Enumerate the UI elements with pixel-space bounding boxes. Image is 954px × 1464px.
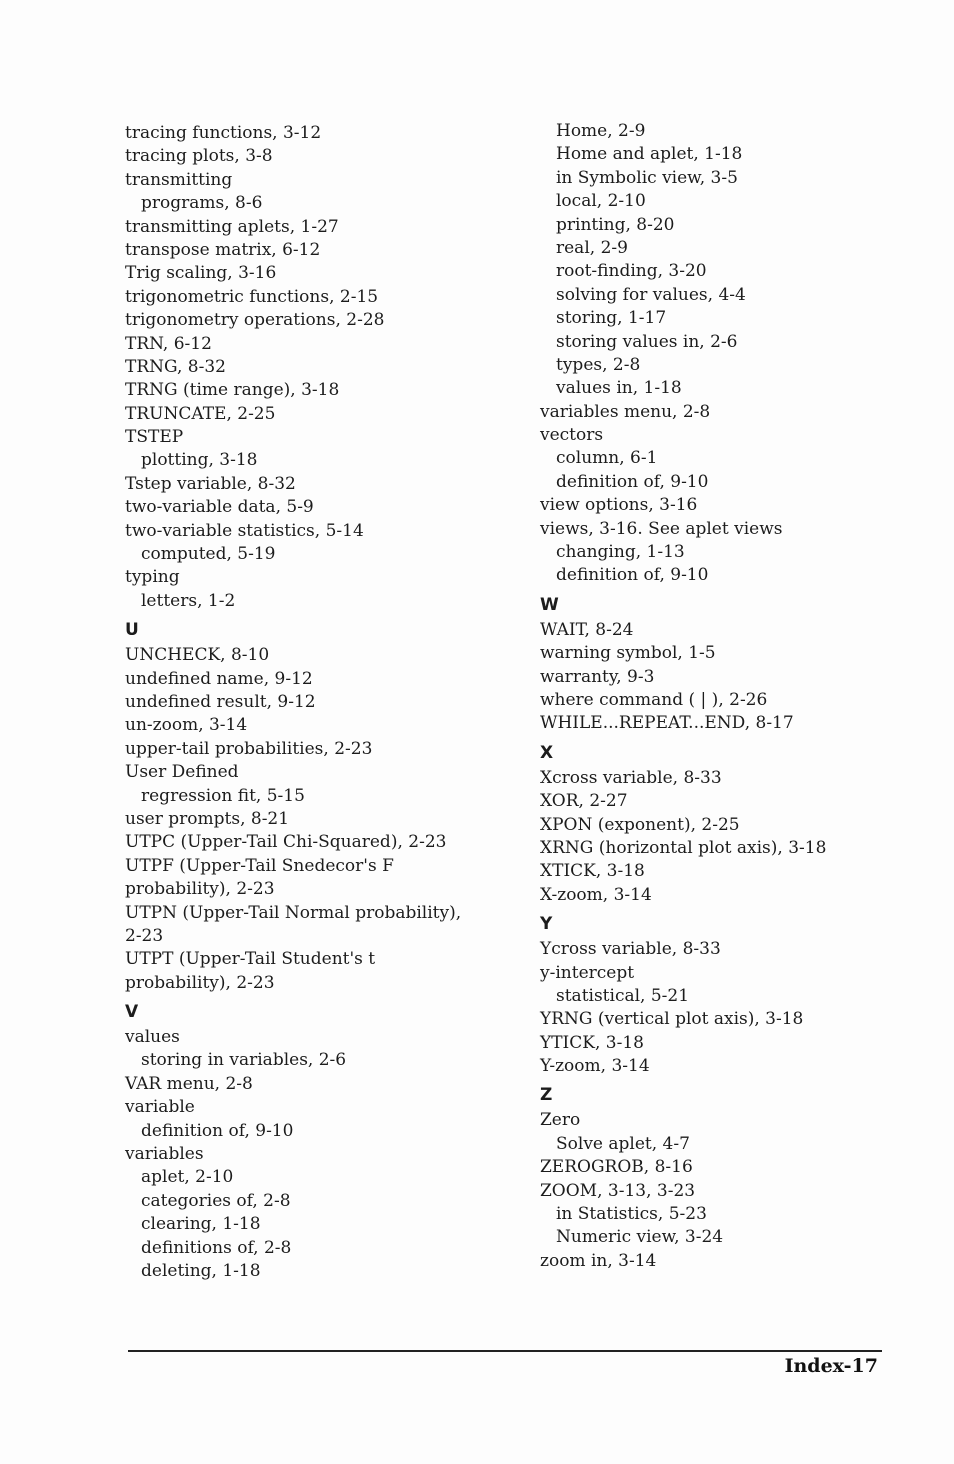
index-entry: trigonometric functions, 2-15 (125, 286, 379, 307)
index-subentry: programs, 8-6 (141, 193, 263, 214)
index-subentry: Home and aplet, 1-18 (556, 144, 743, 165)
index-entry: XTICK, 3-18 (540, 861, 645, 882)
index-entry: values (125, 1027, 180, 1048)
index-entry: probability), 2-23 (125, 879, 275, 900)
index-entry: TRUNCATE, 2-25 (125, 403, 276, 424)
index-entry: XPON (exponent), 2-25 (540, 814, 740, 835)
index-entry: Zero (540, 1110, 581, 1131)
index-entry: zoom in, 3-14 (540, 1250, 657, 1271)
index-entry: UTPT (Upper-Tail Student's t (125, 949, 376, 970)
index-subentry: storing in variables, 2-6 (141, 1050, 347, 1071)
index-entry: typing (125, 567, 180, 588)
index-entry: un-zoom, 3-14 (125, 715, 248, 736)
index-entry: tracing functions, 3-12 (125, 123, 322, 143)
index-column-left (125, 122, 485, 1283)
index-subentry: Home, 2-9 (556, 121, 646, 141)
index-entry: where command ( | ), 2-26 (540, 689, 768, 710)
index-entry: vectors (540, 425, 604, 446)
index-subentry: in Statistics, 5-23 (556, 1204, 707, 1225)
index-subentry: Numeric view, 3-24 (556, 1227, 724, 1248)
index-subentry: definition of, 9-10 (141, 1120, 294, 1141)
index-subentry: values in, 1-18 (556, 378, 682, 399)
index-subentry: column, 6-1 (556, 448, 658, 469)
index-entry: transmitting aplets, 1-27 (125, 216, 339, 237)
index-subentry: definition of, 9-10 (556, 565, 709, 586)
index-entry: views, 3-16. See aplet views (540, 518, 783, 539)
index-entry: tracing plots, 3-8 (125, 146, 273, 167)
index-subentry: aplet, 2-10 (141, 1167, 234, 1188)
index-entry: YRNG (vertical plot axis), 3-18 (540, 1009, 804, 1030)
page-number: Index-17 (784, 1355, 878, 1377)
index-column-right (540, 120, 900, 1273)
index-subentry: Solve aplet, 4-7 (556, 1133, 690, 1154)
index-entry: ZEROGROB, 8-16 (540, 1157, 693, 1178)
index-entry: trigonometry operations, 2-28 (125, 310, 385, 331)
index-entry: two-variable data, 5-9 (125, 497, 314, 518)
index-subentry: categories of, 2-8 (141, 1190, 291, 1211)
index-subentry: deleting, 1-18 (141, 1260, 261, 1281)
index-entry: VAR menu, 2-8 (125, 1073, 253, 1094)
footer-rule (128, 1350, 882, 1352)
index-subentry: solving for values, 4-4 (556, 284, 746, 305)
index-entry: Trig scaling, 3-16 (125, 263, 277, 284)
index-entry: undefined result, 9-12 (125, 691, 316, 712)
index-subentry: definitions of, 2-8 (141, 1237, 292, 1258)
index-entry: XRNG (horizontal plot axis), 3-18 (540, 837, 827, 858)
index-entry: TRN, 6-12 (125, 333, 212, 354)
index-subentry: real, 2-9 (556, 237, 628, 258)
index-subentry: types, 2-8 (556, 354, 641, 375)
index-entry: view options, 3-16 (540, 495, 698, 516)
index-entry: Tstep variable, 8-32 (125, 473, 296, 494)
index-entry: UTPN (Upper-Tail Normal probability), (125, 902, 462, 923)
section-letter-u: U (125, 620, 139, 641)
index-entry: transpose matrix, 6-12 (125, 239, 321, 260)
index-subentry: printing, 8-20 (556, 214, 675, 235)
index-entry: variables menu, 2-8 (540, 401, 711, 422)
section-letter-w: W (540, 594, 559, 615)
index-entry: User Defined (125, 762, 239, 783)
section-letter-y: Y (540, 914, 553, 935)
index-entry: two-variable statistics, 5-14 (125, 520, 364, 541)
index-entry: X-zoom, 3-14 (540, 884, 652, 905)
index-subentry: statistical, 5-21 (556, 985, 690, 1006)
index-entry: warning symbol, 1-5 (540, 643, 716, 664)
index-subentry: storing values in, 2-6 (556, 331, 738, 352)
index-entry: probability), 2-23 (125, 972, 275, 993)
index-entry: 2-23 (125, 925, 164, 946)
index-entry: UNCHECK, 8-10 (125, 645, 270, 666)
index-subentry: storing, 1-17 (556, 308, 667, 329)
index-entry: YTICK, 3-18 (540, 1032, 644, 1053)
index-entry: ZOOM, 3-13, 3-23 (540, 1180, 696, 1201)
index-entry: WHILE...REPEAT...END, 8-17 (540, 713, 794, 734)
index-subentry: letters, 1-2 (141, 590, 236, 611)
index-subentry: definition of, 9-10 (556, 471, 709, 492)
index-subentry: changing, 1-13 (556, 542, 685, 563)
index-entry: user prompts, 8-21 (125, 808, 290, 829)
index-entry: UTPF (Upper-Tail Snedecor's F (125, 855, 394, 876)
index-entry: TSTEP (125, 427, 184, 448)
index-entry: upper-tail probabilities, 2-23 (125, 738, 373, 759)
index-entry: TRNG (time range), 3-18 (125, 380, 340, 401)
index-subentry: root-finding, 3-20 (556, 261, 707, 282)
index-entry: transmitting (125, 169, 233, 190)
index-entry: warranty, 9-3 (540, 666, 655, 687)
index-entry: undefined name, 9-12 (125, 668, 313, 689)
index-entry: TRNG, 8-32 (125, 356, 226, 377)
section-letter-z: Z (540, 1085, 553, 1106)
index-subentry: local, 2-10 (556, 191, 646, 212)
index-subentry: in Symbolic view, 3-5 (556, 167, 738, 188)
index-entry: Y-zoom, 3-14 (540, 1056, 650, 1077)
index-subentry: computed, 5-19 (141, 544, 276, 565)
section-letter-v: V (125, 1002, 139, 1023)
index-entry: variable (125, 1097, 195, 1118)
index-entry: Xcross variable, 8-33 (540, 767, 722, 788)
index-subentry: regression fit, 5-15 (141, 785, 305, 806)
index-entry: Ycross variable, 8-33 (540, 939, 721, 960)
index-entry: UTPC (Upper-Tail Chi-Squared), 2-23 (125, 832, 447, 853)
section-letter-x: X (540, 742, 554, 763)
index-entry: WAIT, 8-24 (540, 619, 634, 640)
index-subentry: clearing, 1-18 (141, 1214, 261, 1235)
index-entry: y-intercept (540, 962, 635, 983)
index-entry: XOR, 2-27 (540, 791, 628, 812)
index-subentry: plotting, 3-18 (141, 450, 258, 471)
index-entry: variables (125, 1144, 204, 1165)
